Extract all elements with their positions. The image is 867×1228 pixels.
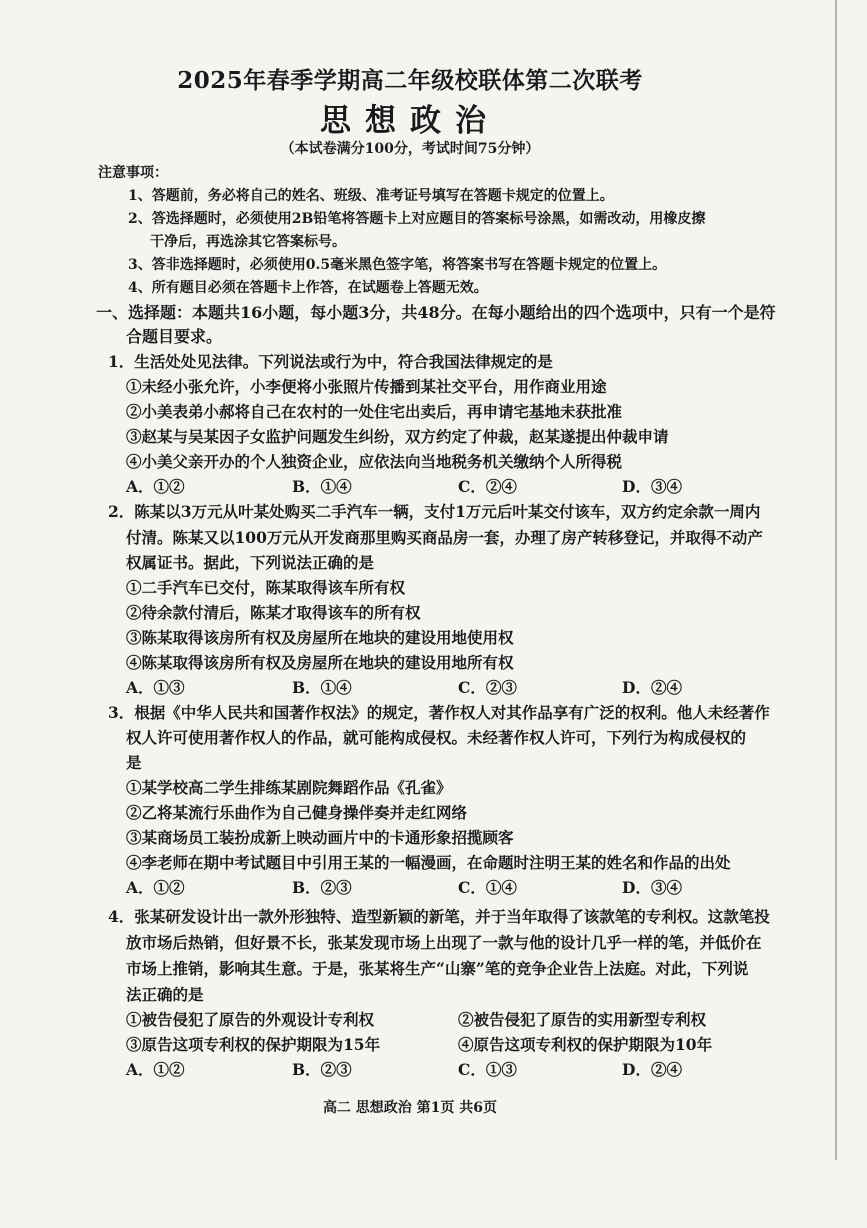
option-d: D．②④	[622, 678, 682, 697]
question-statement: ①未经小张允许，小李便将小张照片传播到某社交平台，用作商业用途	[126, 377, 607, 396]
option-c: C．①③	[458, 1060, 517, 1079]
exam-note: （本试卷满分100分，考试时间75分钟）	[280, 141, 540, 157]
question-statement: ④小美父亲开办的个人独资企业，应依法向当地税务机关缴纳个人所得税	[126, 452, 623, 471]
question-stem: 权属证书。据此，下列说法正确的是	[126, 553, 375, 572]
question-statement: ③原告这项专利权的保护期限为15年	[126, 1035, 381, 1054]
option-d: D．③④	[622, 477, 682, 496]
question-stem: 4．张某研发设计出一款外形独特、造型新颖的新笔，并于当年取得了该款笔的专利权。这款笔投	[108, 907, 770, 926]
question-statement: ②被告侵犯了原告的实用新型专利权	[458, 1010, 707, 1029]
question-stem: 是	[126, 753, 142, 772]
question-statement: ①某学校高二学生排练某剧院舞蹈作品《孔雀》	[126, 778, 452, 797]
question-statement: ④陈某取得该房所有权及房屋所在地块的建设用地所有权	[126, 653, 514, 672]
option-b: B．①④	[292, 477, 352, 496]
question-statement: ②待余款付清后，陈某才取得该车的所有权	[126, 603, 421, 622]
question-stem: 放市场后热销，但好景不长，张某发现市场上出现了一款与他的设计几乎一样的笔，并低价在	[126, 933, 762, 952]
exam-title: 2025年春季学期高二年级校联体第二次联考	[177, 67, 643, 94]
question-stem: 1．生活处处见法律。下列说法或行为中，符合我国法律规定的是	[108, 352, 553, 371]
section-heading: 一、选择题：本题共16小题，每小题3分，共48分。在每小题给出的四个选项中，只有一个是符	[96, 303, 776, 322]
option-d: D．②④	[622, 1060, 682, 1079]
option-c: C．①④	[458, 878, 517, 897]
question-statement: ③陈某取得该房所有权及房屋所在地块的建设用地使用权	[126, 628, 514, 647]
notice-item: 干净后，再选涂其它答案标号。	[150, 234, 346, 250]
question-statement: ④李老师在期中考试题目中引用王某的一幅漫画，在命题时注明王某的姓名和作品的出处	[126, 853, 731, 872]
option-c: C．②④	[458, 477, 517, 496]
option-a: A．①②	[126, 878, 185, 897]
subject-title: 思想政治	[320, 103, 500, 139]
notice-item: 4、所有题目必须在答题卡上作答，在试题卷上答题无效。	[128, 280, 488, 296]
question-stem: 3．根据《中华人民共和国著作权法》的规定，著作权人对其作品享有广泛的权利。他人未经著作	[108, 703, 770, 722]
question-statement: ④原告这项专利权的保护期限为10年	[458, 1035, 713, 1054]
page-edge-divider	[835, 0, 837, 1160]
notice-heading: 注意事项：	[98, 165, 168, 181]
option-c: C．②③	[458, 678, 517, 697]
section-heading: 合题目要求。	[126, 327, 223, 346]
question-statement: ①二手汽车已交付，陈某取得该车所有权	[126, 578, 406, 597]
option-b: B．②③	[292, 1060, 352, 1079]
option-b: B．②③	[292, 878, 352, 897]
question-stem: 法正确的是	[126, 985, 204, 1004]
question-stem: 付清。陈某又以100万元从开发商那里购买商品房一套，办理了房产转移登记，并取得不动产	[126, 528, 763, 547]
option-a: A．①②	[126, 477, 185, 496]
notice-item: 2、答选择题时，必须使用2B铅笔将答题卡上对应题目的答案标号涂黑，如需改动，用橡皮擦	[128, 211, 706, 227]
question-statement: ②乙将某流行乐曲作为自己健身操伴奏并走红网络	[126, 803, 468, 822]
question-statement: ②小美表弟小郝将自己在农村的一处住宅出卖后，再申请宅基地未获批准	[126, 402, 623, 421]
question-stem: 2．陈某以3万元从叶某处购买二手汽车一辆，支付1万元后叶某交付该车，双方约定余款一周内	[108, 502, 761, 521]
option-d: D．③④	[622, 878, 682, 897]
question-statement: ③赵某与吴某因子女监护问题发生纠纷，双方约定了仲裁，赵某遂提出仲裁申请	[126, 427, 669, 446]
notice-item: 3、答非选择题时，必须使用0.5毫米黑色签字笔，将答案书写在答题卡规定的位置上。	[128, 257, 667, 273]
option-b: B．①④	[292, 678, 352, 697]
option-a: A．①②	[126, 1060, 185, 1079]
question-stem: 市场上推销，影响其生意。于是，张某将生产“山寨”笔的竞争企业告上法庭。对此，下列说	[126, 959, 749, 978]
question-statement: ①被告侵犯了原告的外观设计专利权	[126, 1010, 375, 1029]
page-footer: 高二 思想政治 第1页 共6页	[322, 1100, 498, 1116]
question-stem: 权人许可使用著作权人的作品，就可能构成侵权。未经著作权人许可，下列行为构成侵权的	[126, 728, 747, 747]
notice-item: 1、答题前，务必将自己的姓名、班级、准考证号填写在答题卡规定的位置上。	[128, 188, 614, 204]
question-statement: ③某商场员工装扮成新上映动画片中的卡通形象招揽顾客	[126, 828, 514, 847]
option-a: A．①③	[126, 678, 185, 697]
